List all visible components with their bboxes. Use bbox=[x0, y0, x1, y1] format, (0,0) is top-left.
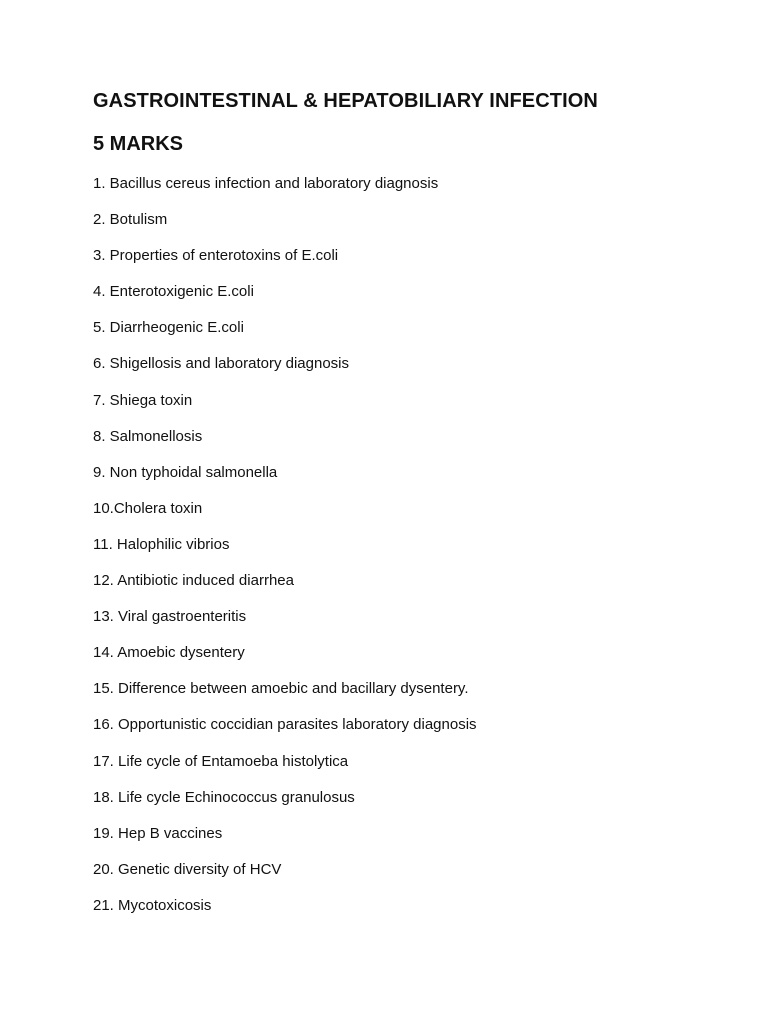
question-item: 8. Salmonellosis bbox=[93, 427, 203, 445]
question-item: 13. Viral gastroenteritis bbox=[93, 608, 247, 626]
question-item: 20. Genetic diversity of HCV bbox=[93, 860, 282, 878]
question-item: 12. Antibiotic induced diarrhea bbox=[93, 572, 294, 590]
question-item: 10.Cholera toxin bbox=[93, 499, 203, 517]
question-item: 19. Hep B vaccines bbox=[93, 824, 223, 842]
question-item: 17. Life cycle of Entamoeba histolytica bbox=[93, 752, 349, 770]
question-item: 5. Diarrheogenic E.coli bbox=[93, 319, 244, 337]
question-item: 7. Shiega toxin bbox=[93, 391, 193, 409]
question-item: 3. Properties of enterotoxins of E.coli bbox=[93, 247, 339, 265]
question-item: 18. Life cycle Echinococcus granulosus bbox=[93, 788, 355, 806]
question-item: 2. Botulism bbox=[93, 211, 168, 229]
question-list bbox=[93, 174, 477, 932]
question-item: 9. Non typhoidal salmonella bbox=[93, 463, 278, 481]
question-item: 15. Difference between amoebic and bacillary dysentery. bbox=[93, 680, 469, 698]
question-item: 21. Mycotoxicosis bbox=[93, 896, 212, 914]
question-item: 14. Amoebic dysentery bbox=[93, 644, 245, 662]
question-item: 6. Shigellosis and laboratory diagnosis bbox=[93, 355, 349, 373]
question-item: 4. Enterotoxigenic E.coli bbox=[93, 283, 254, 301]
document-title: GASTROINTESTINAL & HEPATOBILIARY INFECTION bbox=[93, 90, 598, 112]
question-item: 1. Bacillus cereus infection and laboratory diagnosis bbox=[93, 175, 439, 192]
section-heading: 5 MARKS bbox=[93, 133, 184, 155]
question-item: 11. Halophilic vibrios bbox=[93, 535, 230, 553]
question-item: 16. Opportunistic coccidian parasites laboratory diagnosis bbox=[93, 716, 477, 734]
